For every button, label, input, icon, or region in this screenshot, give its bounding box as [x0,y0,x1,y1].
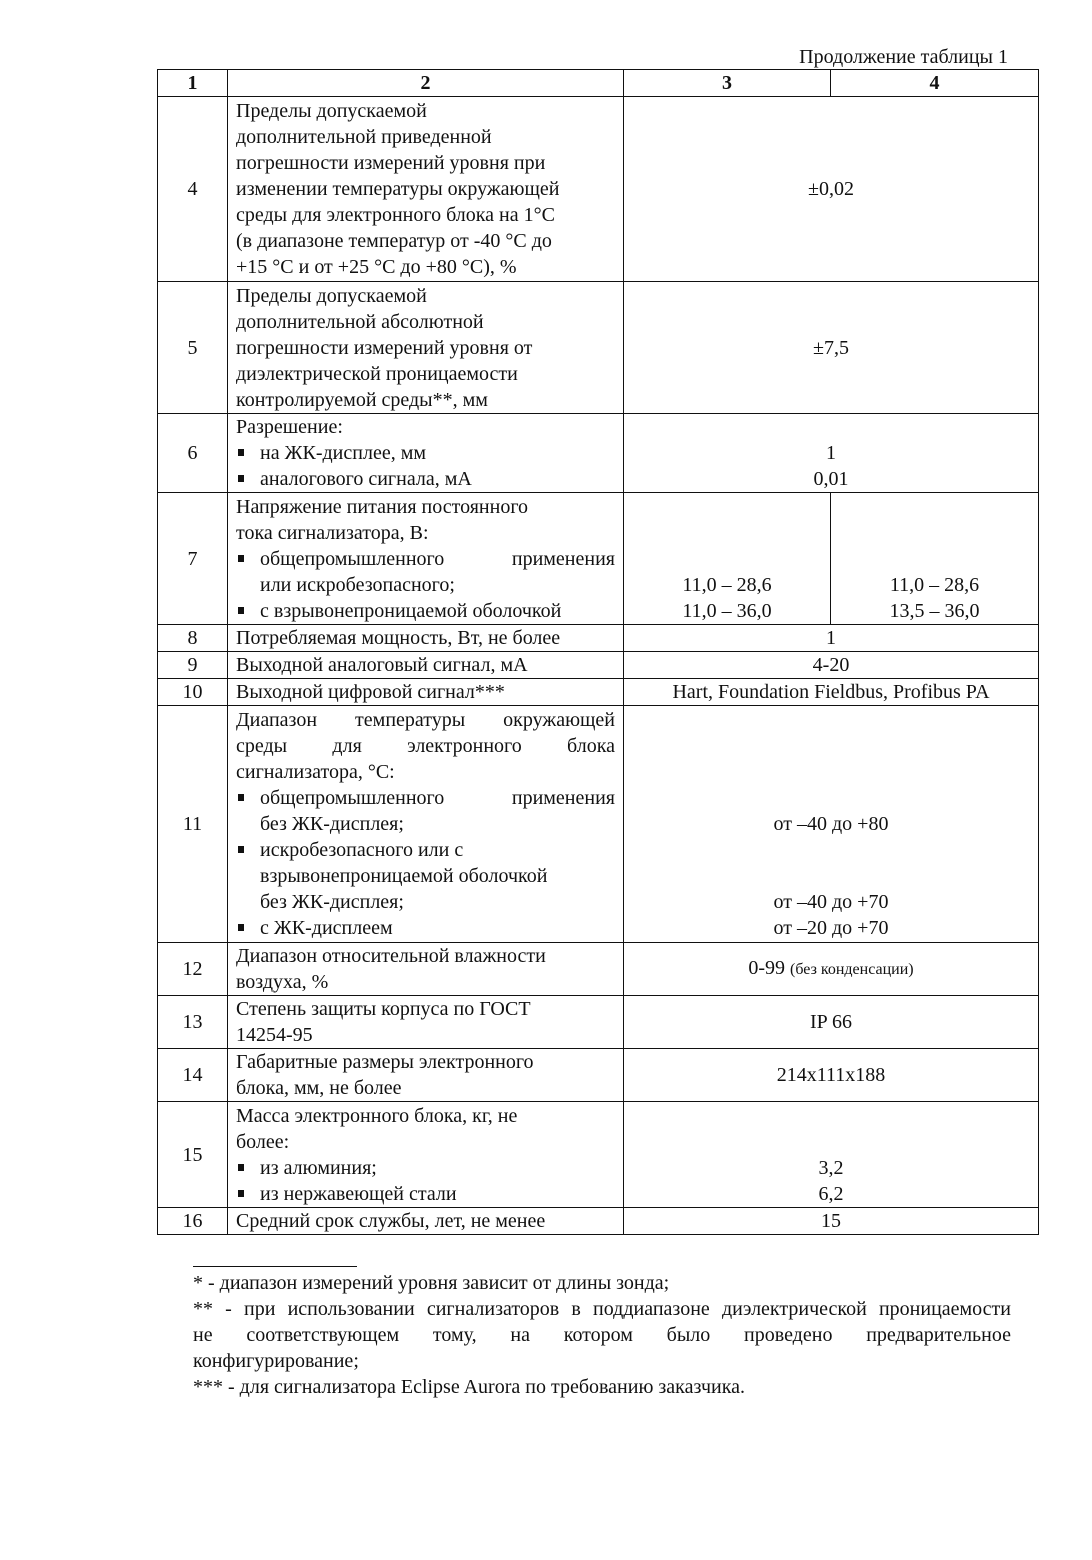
row-value-col4: 11,0 – 28,6 13,5 – 36,0 [831,493,1039,625]
row-value: от –40 до +80 от –40 до +70 от –20 до +70 [624,706,1039,943]
row-value: IP 66 [624,996,1039,1049]
table-row [158,1102,1039,1208]
table-row [158,625,1039,652]
table-row [158,706,1039,943]
bullet-item-continuation: без ЖК-дисплея; [260,891,404,913]
table-row [158,652,1039,679]
header-col-2: 2 [228,70,624,97]
row-value: ±0,02 [624,97,1039,282]
row-number: 9 [158,652,228,679]
table-row [158,97,1039,282]
row-value: 15 [624,1208,1039,1235]
footnote-2: ** - при использовании сигнализаторов в поддиапазоне диэлектрической проницаемости не соответствующем тому, на котором было проведено предварительное конфигурирование; [193,1298,1011,1372]
row-description: Диапазон относительной влажности воздуха, % [228,943,624,996]
row-value: 214x111x188 [624,1049,1039,1102]
header-col-1: 1 [158,70,228,97]
table-row [158,679,1039,706]
table-row [158,414,1039,493]
row-value: 1 [624,625,1039,652]
row-description: Потребляемая мощность, Вт, не более [228,625,624,652]
bullet-item: с взрывонепроницаемой оболочкой [236,598,615,624]
row-description: Масса электронного блока, кг, не более: из алюминия; из нержавеющей стали [228,1102,624,1208]
row-number: 10 [158,679,228,706]
bullet-item: из алюминия; [236,1155,615,1181]
row-number: 7 [158,493,228,625]
bullet-list [236,546,615,624]
row-value: 0-99 (без конденсации) [624,943,1039,996]
row-description: Выходной аналоговый сигнал, мА [228,652,624,679]
table-row [158,996,1039,1049]
table-row [158,493,1039,625]
row-description: Пределы допускаемой дополнительной приведенной погрешности измерений уровня при изменении температуры окружающей среды для электронного блока на 1°С (в диапазоне температур от -40 °С до +15 °С и от +25 °С до +80 °С), % [228,97,624,282]
table-header-row [158,70,1039,97]
table-row [158,1208,1039,1235]
row-value: ±7,5 [624,282,1039,414]
spec-table [157,69,1039,1235]
row-number: 12 [158,943,228,996]
table-row [158,282,1039,414]
table-row [158,943,1039,996]
bullet-item: на ЖК-дисплее, мм [236,440,615,466]
bullet-item: общепромышленного применения [236,785,615,811]
row-number: 13 [158,996,228,1049]
row-description: Разрешение: на ЖК-дисплее, мм аналогового сигнала, мА [228,414,624,493]
bullet-item: или искробезопасного; [260,573,455,596]
footnote-1: * - диапазон измерений уровня зависит от длины зонда; [193,1272,670,1294]
bullet-list [236,1155,615,1207]
footnote-divider [193,1266,357,1267]
row-number: 14 [158,1049,228,1102]
row-value: Hart, Foundation Fieldbus, Profibus PA [624,679,1039,706]
row-description: Выходной цифровой сигнал*** [228,679,624,706]
bullet-item: общепромышленного применения [236,546,615,572]
row-value: 3,2 6,2 [624,1102,1039,1208]
footnote-3: *** - для сигнализатора Eclipse Aurora по требованию заказчика. [193,1376,746,1398]
row-description: Габаритные размеры электронного блока, мм, не более [228,1049,624,1102]
row-number: 8 [158,625,228,652]
bullet-item: из нержавеющей стали [236,1181,615,1207]
row-value: 1 0,01 [624,414,1039,493]
row-number: 5 [158,282,228,414]
header-col-3: 3 [624,70,831,97]
row-number: 11 [158,706,228,943]
bullet-item-continuation: взрывонепроницаемой оболочкой [260,865,548,887]
row-description: Диапазон температуры окружающей среды для электронного блока сигнализатора, °С: общепромышленного применения без ЖК-дисплея; искробезопасного или с взрывонепроницаемой оболочкой без ЖК-дисплея; с ЖК-дисплеем [228,706,624,943]
bullet-item: искробезопасного или с [236,837,615,863]
row-description: Напряжение питания постоянного тока сигнализатора, В: общепромышленного применения или искробезопасного; с взрывонепроницаемой оболочкой [228,493,624,625]
bullet-item-continuation: без ЖК-дисплея; [260,813,404,835]
bullet-list [236,785,615,941]
row-number: 4 [158,97,228,282]
bullet-item: с ЖК-дисплеем [236,915,615,941]
footnotes [193,1270,1011,1400]
row-value: 4-20 [624,652,1039,679]
header-col-4: 4 [831,70,1039,97]
row-value-col3: 11,0 – 28,6 11,0 – 36,0 [624,493,831,625]
bullet-item: аналогового сигнала, мА [236,466,615,492]
row-description: Степень защиты корпуса по ГОСТ 14254-95 [228,996,624,1049]
row-description: Пределы допускаемой дополнительной абсолютной погрешности измерений уровня от диэлектрической проницаемости контролируемой среды**, мм [228,282,624,414]
table-row [158,1049,1039,1102]
row-number: 6 [158,414,228,493]
bullet-list [236,440,615,492]
table-caption: Продолжение таблицы 1 [799,46,1008,68]
row-number: 16 [158,1208,228,1235]
row-description: Средний срок службы, лет, не менее [228,1208,624,1235]
row-number: 15 [158,1102,228,1208]
